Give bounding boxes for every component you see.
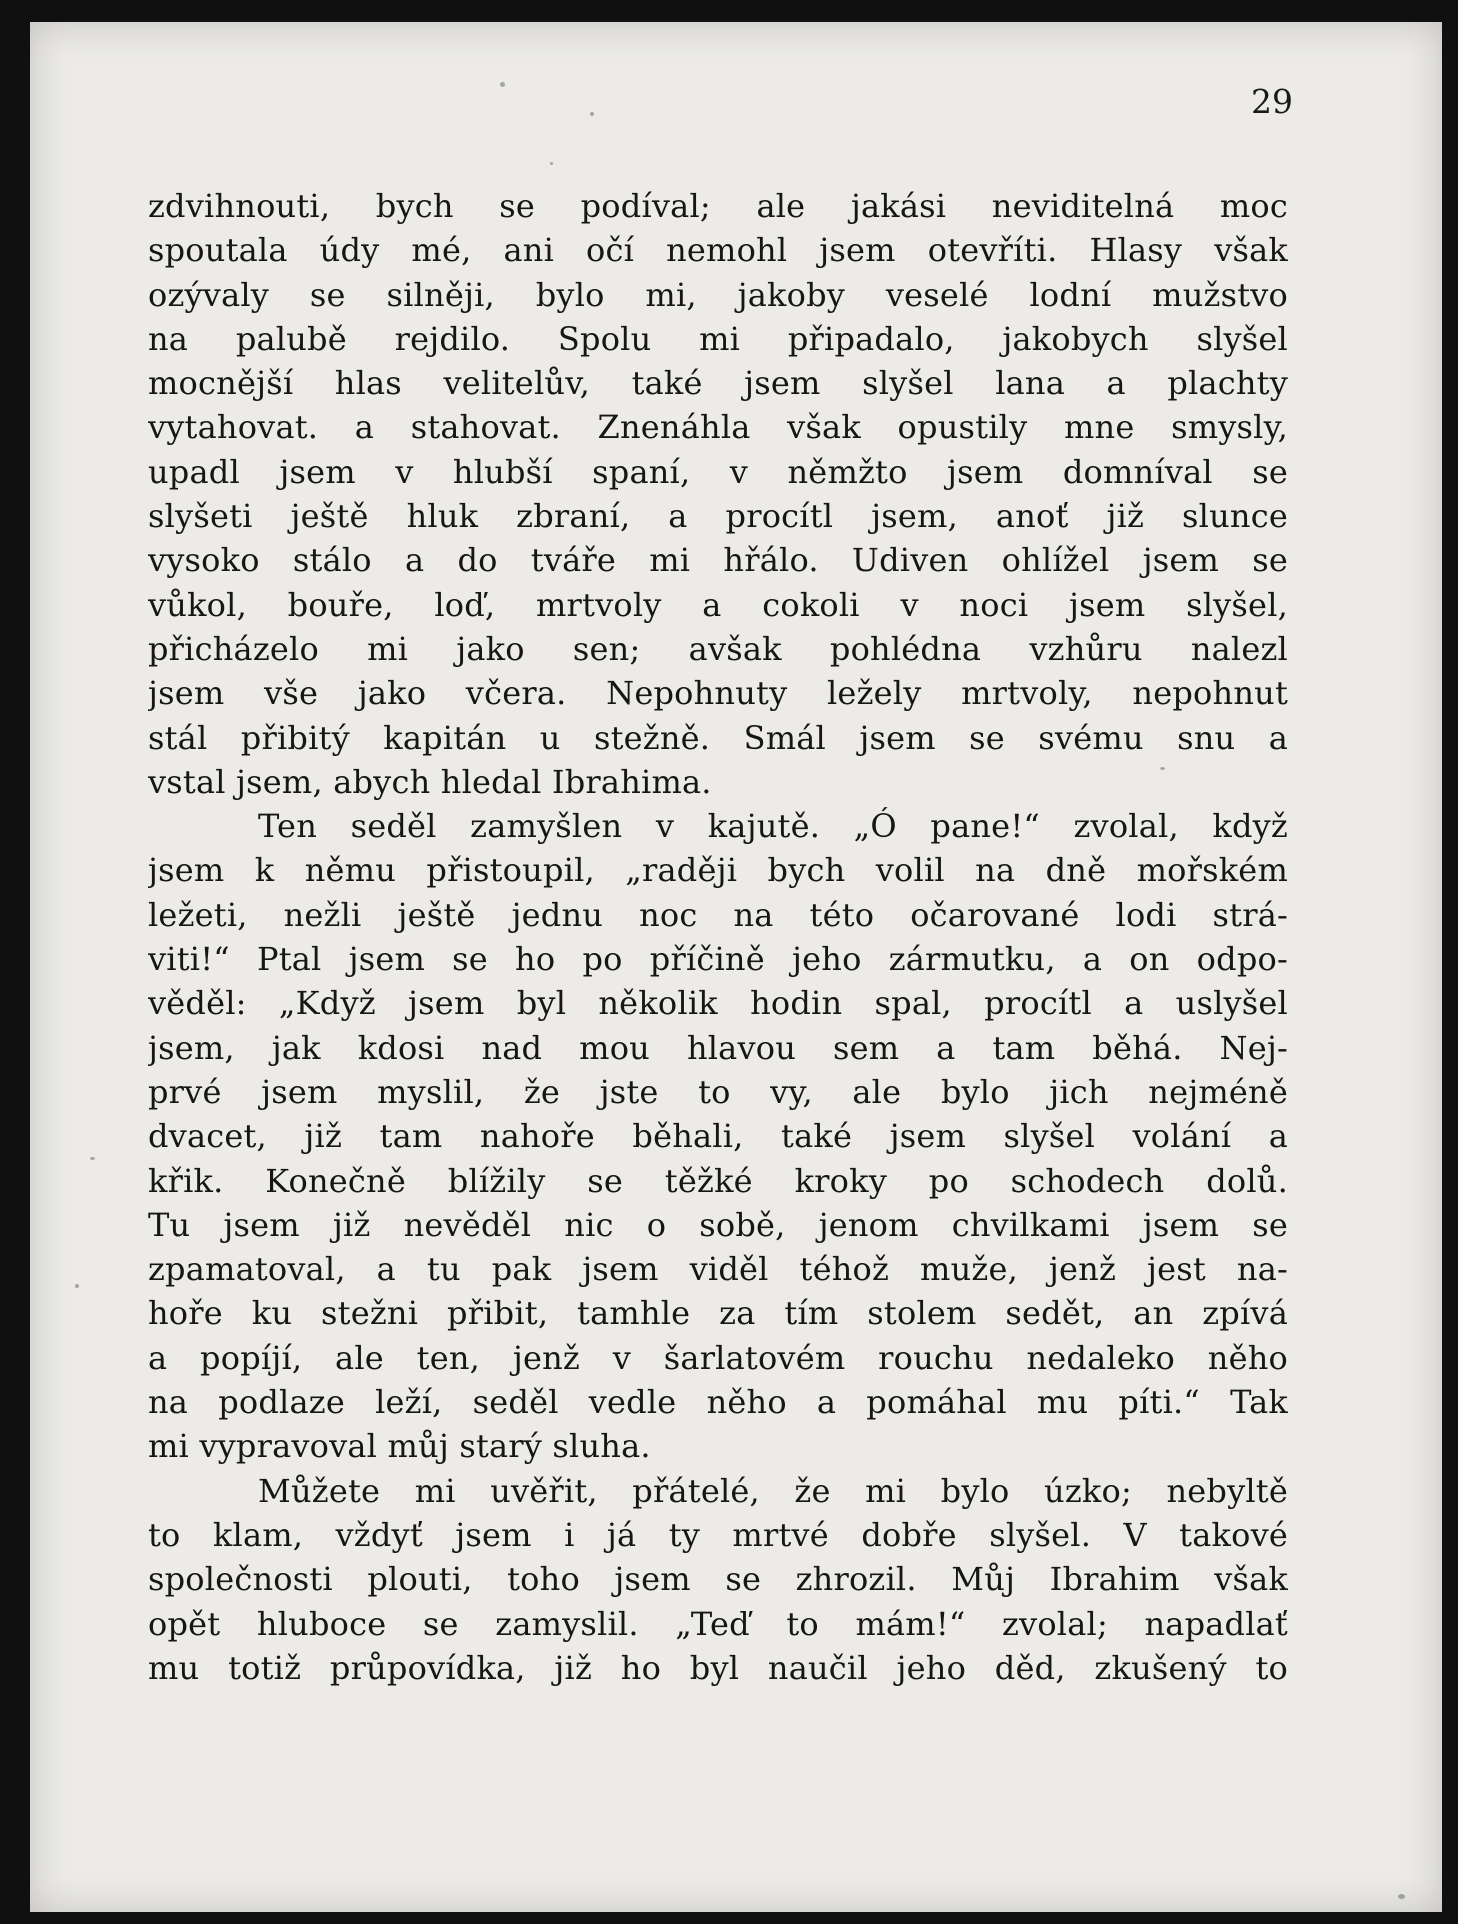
text-line: vytahovat. a stahovat. Znenáhla však opustily mne smysly, — [148, 408, 1288, 447]
ink-speck — [75, 1284, 79, 1288]
text-line: společnosti plouti, toho jsem se zhrozil. Můj Ibrahim však — [148, 1560, 1288, 1599]
paragraph-start-line: Můžete mi uvěřit, přátelé, že mi bylo úzko; nebyltě — [258, 1471, 1288, 1510]
text-line: spoutala údy mé, ani očí nemohl jsem otevříti. Hlasy však — [148, 231, 1288, 270]
ink-speck — [1398, 1894, 1405, 1899]
ink-speck — [500, 82, 505, 87]
text-line: jsem vše jako včera. Nepohnuty ležely mrtvoly, nepohnut — [148, 674, 1288, 713]
text-line: upadl jsem v hlubší spaní, v němžto jsem domníval se — [148, 452, 1288, 491]
text-line: viti!“ Ptal jsem se ho po příčině jeho zármutku, a on odpo- — [148, 940, 1288, 979]
text-line: stál přibitý kapitán u stežně. Smál jsem se svému snu a — [148, 718, 1288, 757]
ink-speck — [590, 112, 594, 116]
text-line: mu totiž průpovídka, již ho byl naučil jeho děd, zkušený to — [148, 1648, 1288, 1687]
body-text — [148, 184, 1288, 1690]
text-line: na palubě rejdilo. Spolu mi připadalo, jakobych slyšel — [148, 319, 1288, 358]
text-line: věděl: „Když jsem byl několik hodin spal, procítl a uslyšel — [148, 984, 1288, 1023]
text-line: na podlaze leží, seděl vedle něho a pomáhal mu píti.“ Tak — [148, 1383, 1288, 1422]
text-line: zdvihnouti, bych se podíval; ale jakási neviditelná moc — [148, 187, 1288, 225]
text-line: Tu jsem již nevěděl nic o sobě, jenom chvilkami jsem se — [148, 1205, 1288, 1244]
text-line: hoře ku stežni přibit, tamhle za tím stolem sedět, an zpívá — [148, 1294, 1288, 1333]
text-line: opět hluboce se zamyslil. „Teď to mám!“ zvolal; napadlať — [148, 1604, 1288, 1643]
text-line: vysoko stálo a do tváře mi hřálo. Udiven ohlížel jsem se — [148, 541, 1288, 580]
paragraph-start-line: Ten seděl zamyšlen v kajutě. „Ó pane!“ zvolal, když — [258, 807, 1288, 846]
page-number: 29 — [1251, 82, 1293, 121]
text-line: jsem k němu přistoupil, „raději bych volil na dně mořském — [148, 851, 1288, 890]
text-line: mi vypravoval můj starý sluha. — [148, 1427, 651, 1466]
text-line: dvacet, již tam nahoře běhali, také jsem slyšel volání a — [148, 1117, 1288, 1156]
text-line: zpamatoval, a tu pak jsem viděl téhož muže, jenž jest na- — [148, 1250, 1288, 1289]
ink-speck — [550, 162, 553, 165]
text-line: křik. Konečně blížily se těžké kroky po schodech dolů. — [148, 1161, 1288, 1200]
text-line: ozývaly se silněji, bylo mi, jakoby veselé lodní mužstvo — [148, 275, 1288, 314]
text-line: vstal jsem, abych hledal Ibrahima. — [148, 762, 712, 801]
text-line: mocnější hlas velitelův, také jsem slyšel lana a plachty — [148, 364, 1288, 403]
text-line: vůkol, bouře, loď, mrtvoly a cokoli v noci jsem slyšel, — [148, 585, 1288, 624]
text-line: prvé jsem myslil, že jste to vy, ale bylo jich nejméně — [148, 1072, 1288, 1111]
text-line: přicházelo mi jako sen; avšak pohlédna vzhůru nalezl — [148, 629, 1288, 668]
text-line: jsem, jak kdosi nad mou hlavou sem a tam běhá. Nej- — [148, 1028, 1288, 1067]
text-line: a popíjí, ale ten, jenž v šarlatovém rouchu nedaleko něho — [148, 1338, 1288, 1377]
text-line: slyšeti ještě hluk zbraní, a procítl jsem, anoť již slunce — [148, 497, 1288, 536]
ink-speck — [90, 1157, 95, 1160]
text-line: to klam, vždyť jsem i já ty mrtvé dobře slyšel. V takové — [148, 1515, 1288, 1554]
text-line: ležeti, nežli ještě jednu noc na této očarované lodi strá- — [148, 895, 1288, 934]
